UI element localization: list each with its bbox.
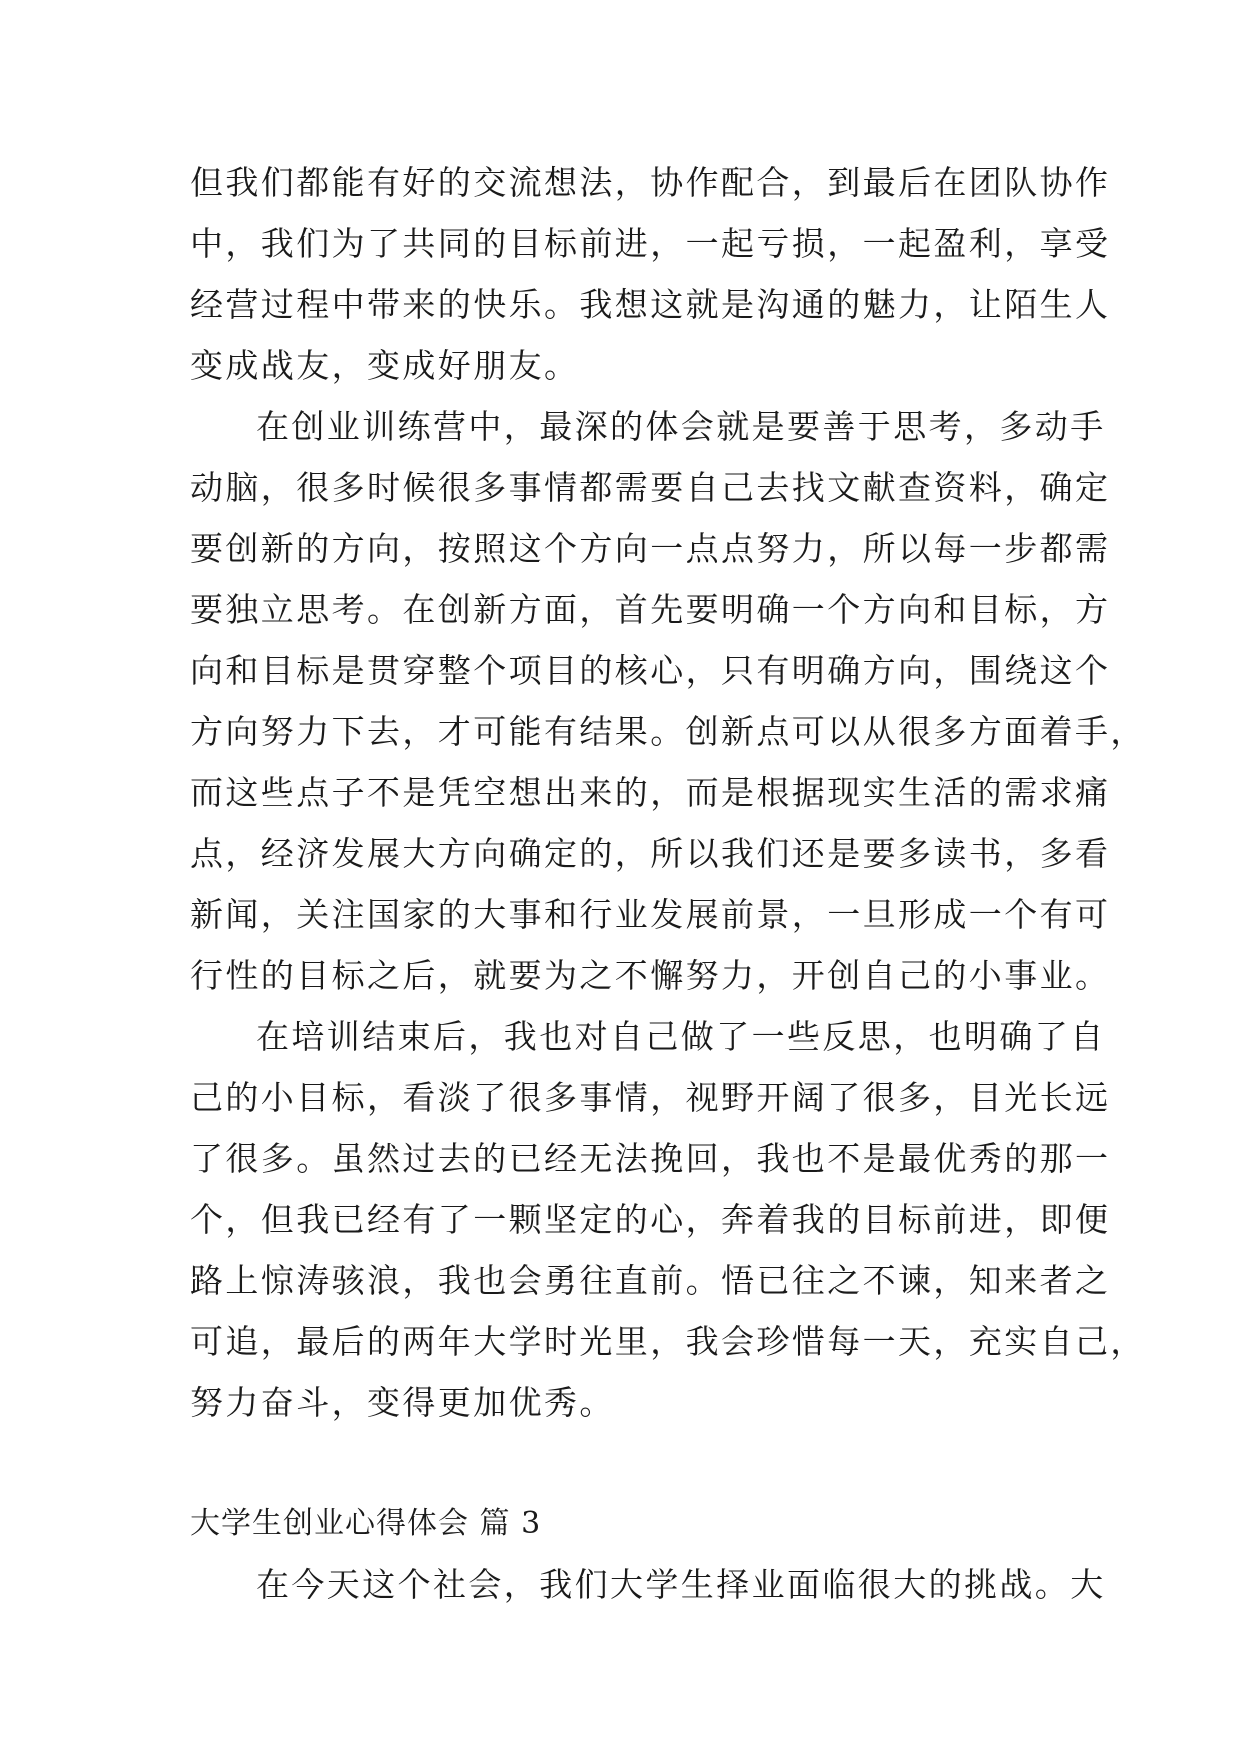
text-line: 而这些点子不是凭空想出来的，而是根据现实生活的需求痛	[190, 773, 1111, 812]
text-line: 在培训结束后，我也对自己做了一些反思，也明确了自	[256, 1017, 1106, 1056]
text-line: 变成战友，变成好朋友。	[190, 346, 580, 385]
text-line: 可追，最后的两年大学时光里，我会珍惜每一天，充实自己，	[190, 1322, 1146, 1361]
document-body	[190, 152, 1146, 1615]
text-line: 方向努力下去，才可能有结果。创新点可以从很多方面着手，	[190, 712, 1146, 751]
text-line: 向和目标是贯穿整个项目的核心，只有明确方向，围绕这个	[190, 651, 1111, 690]
text-line: 路上惊涛骇浪，我也会勇往直前。悟已往之不谏，知来者之	[190, 1261, 1111, 1300]
paragraph-4	[190, 1554, 1106, 1615]
text-line: 动脑，很多时候很多事情都需要自己去找文献查资料，确定	[190, 468, 1111, 507]
paragraph-2	[190, 396, 1146, 1006]
text-line: 己的小目标，看淡了很多事情，视野开阔了很多，目光长远	[190, 1078, 1111, 1117]
text-line: 点，经济发展大方向确定的，所以我们还是要多读书，多看	[190, 834, 1111, 873]
text-line: 行性的目标之后，就要为之不懈努力，开创自己的小事业。	[190, 956, 1111, 995]
text-line: 但我们都能有好的交流想法，协作配合，到最后在团队协作	[190, 163, 1111, 202]
text-line: 新闻，关注国家的大事和行业发展前景，一旦形成一个有可	[190, 895, 1111, 934]
text-line: 中，我们为了共同的目标前进，一起亏损，一起盈利，享受	[190, 224, 1111, 263]
text-line: 要创新的方向，按照这个方向一点点努力，所以每一步都需	[190, 529, 1111, 568]
text-line: 经营过程中带来的快乐。我想这就是沟通的魅力，让陌生人	[190, 285, 1111, 324]
text-line: 了很多。虽然过去的已经无法挽回，我也不是最优秀的那一	[190, 1139, 1111, 1178]
text-line: 在创业训练营中，最深的体会就是要善于思考，多动手	[256, 407, 1106, 446]
paragraph-3	[190, 1006, 1146, 1433]
text-line: 个，但我已经有了一颗坚定的心，奔着我的目标前进，即便	[190, 1200, 1111, 1239]
section-gap	[190, 1433, 1050, 1493]
section-heading: 大学生创业心得体会 篇 3	[190, 1506, 542, 1541]
text-line: 要独立思考。在创新方面，首先要明确一个方向和目标，方	[190, 590, 1111, 629]
text-line: 努力奋斗，变得更加优秀。	[190, 1383, 615, 1422]
text-line: 在今天这个社会，我们大学生择业面临很大的挑战。大	[256, 1565, 1106, 1604]
paragraph-1	[190, 152, 1111, 396]
